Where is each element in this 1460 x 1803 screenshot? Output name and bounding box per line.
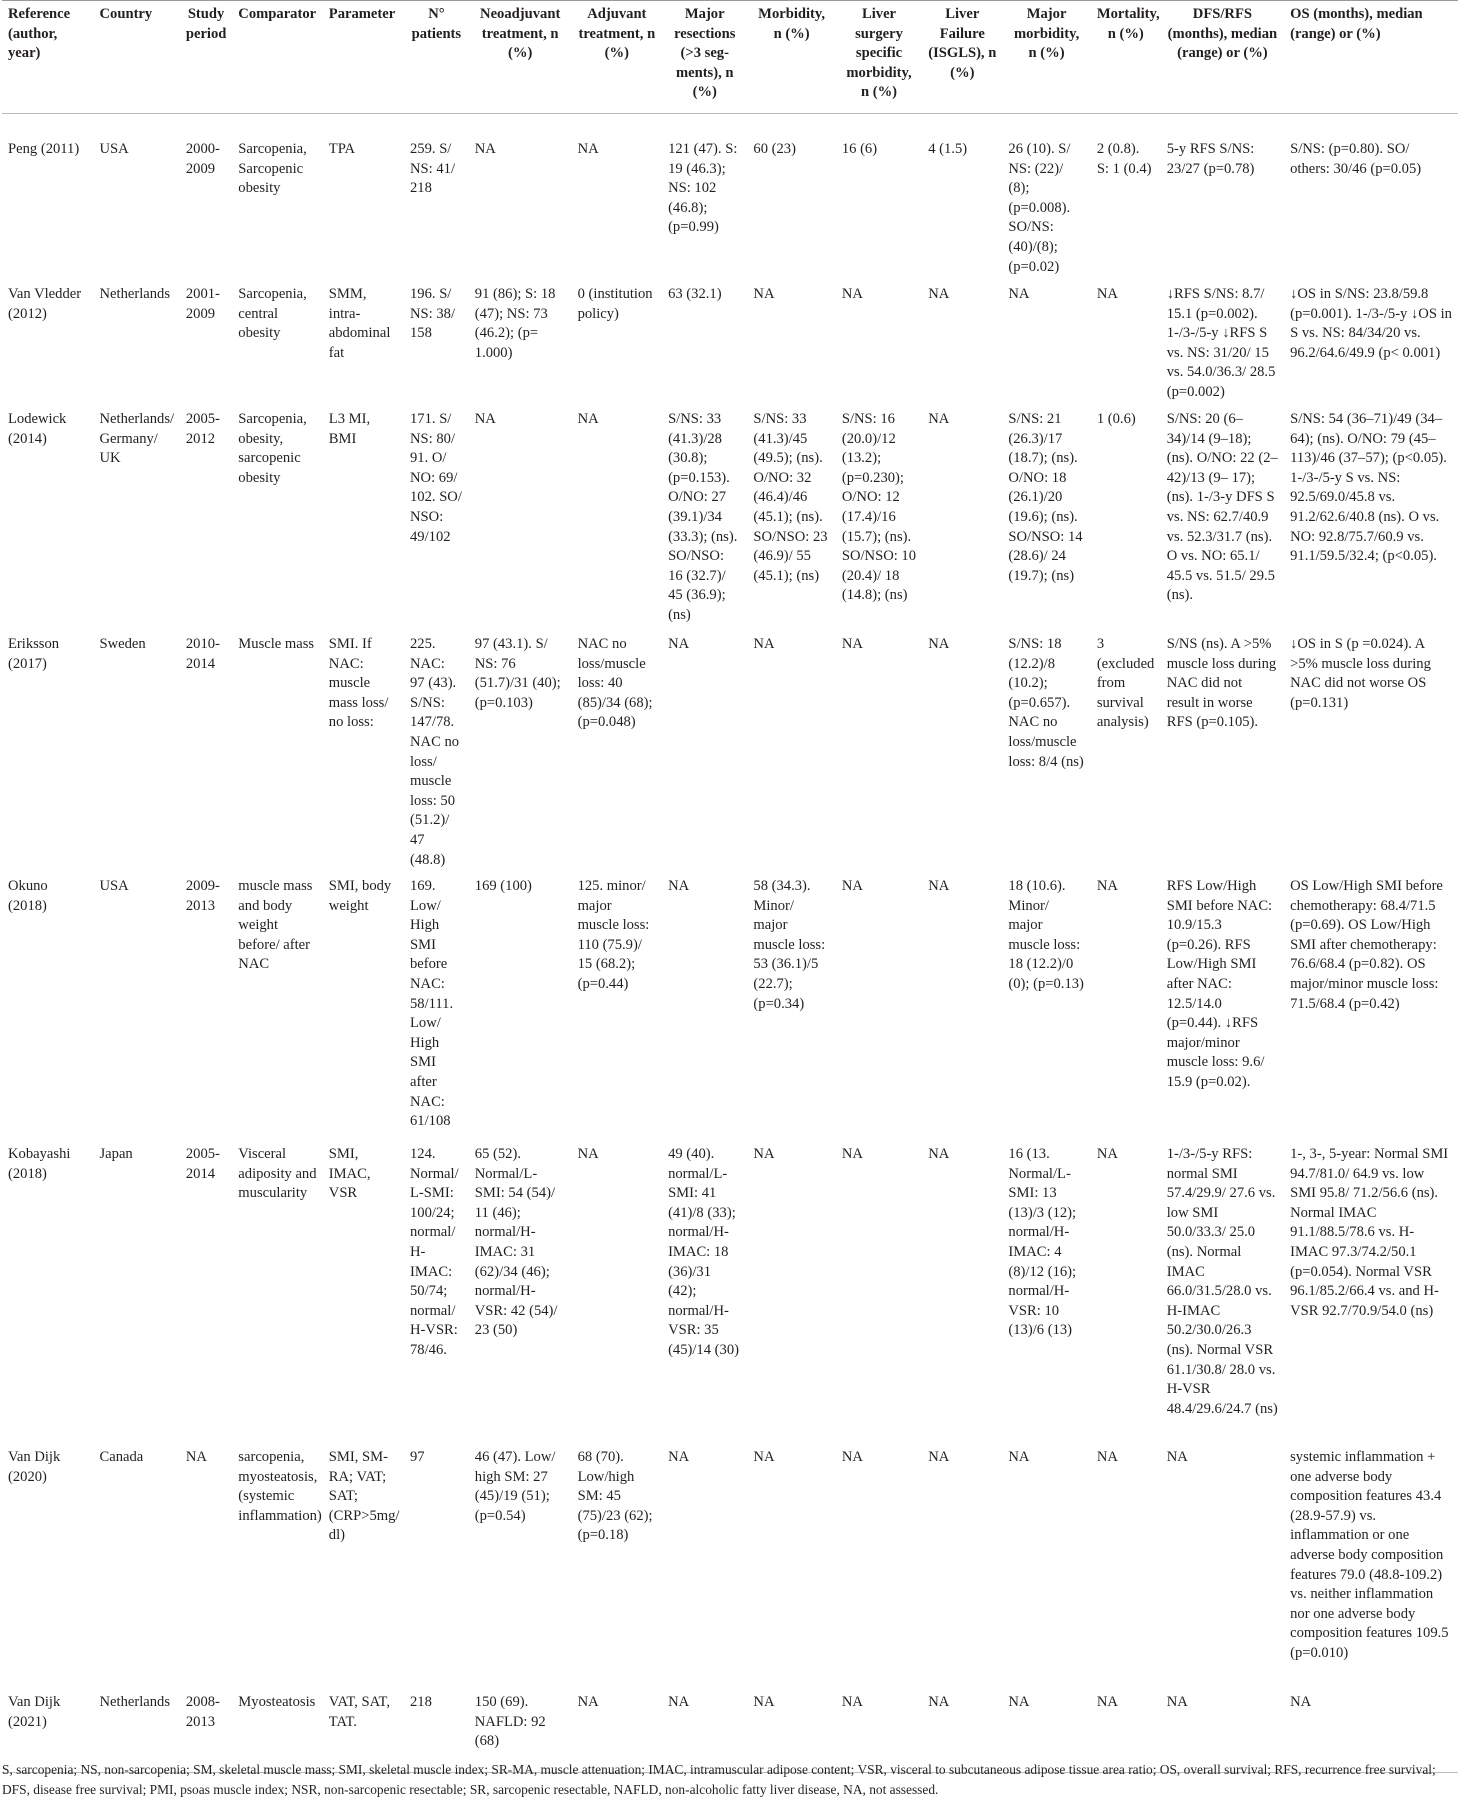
table-cell: Lodewick (2014) [8, 411, 67, 447]
table-cell: 169. Low/ High SMI before NAC: 58/111. Low/ High SMI after NAC: 61/108 [410, 878, 454, 1130]
table-cell: NA [928, 878, 950, 894]
table-cell: muscle mass and body weight before/ after NAC [238, 878, 313, 973]
table-cell: TPA [328, 141, 356, 157]
table-cell: NA [1096, 878, 1118, 894]
table-cell: NA [577, 411, 599, 427]
column-header: Comparator [232, 1, 322, 114]
column-header: Country [94, 1, 180, 114]
column-header: Mortality, n (%) [1091, 1, 1161, 114]
table-cell: Canada [99, 1449, 144, 1465]
column-header: N° patients [404, 1, 469, 114]
table-cell: Eriksson (2017) [8, 636, 60, 672]
table-cell: Netherlands [99, 286, 171, 302]
table-cell: NA [1284, 1693, 1458, 1773]
table-cell: Okuno (2018) [8, 878, 48, 914]
column-header: DFS/RFS (months), median (range) or (%) [1161, 1, 1284, 114]
table-cell: SMM, intra-abdominal fat [328, 286, 391, 361]
table-cell: NA [753, 1146, 775, 1162]
table-cell: NA [753, 1449, 775, 1465]
table-cell: Netherlands/ Germany/ UK [99, 411, 175, 467]
table-cell: SMI, body weight [328, 878, 392, 914]
table-cell: 2005-2012 [185, 411, 220, 447]
table-cell: 150 (69). NAFLD: 92 (68) [469, 1693, 572, 1773]
column-header: Morbidity, n (%) [747, 1, 835, 114]
table-cell: Van Dijk (2021) [2, 1693, 94, 1773]
table-cell: 2 (0.8). S: 1 (0.4) [1096, 141, 1152, 177]
table-cell: NA [577, 141, 599, 157]
table-cell: NA [1008, 286, 1030, 302]
table-cell: Peng (2011) [8, 141, 80, 157]
table-cell: NA [1096, 1449, 1118, 1465]
table-cell: 124. Normal/ L-SMI: 100/24; normal/ H-IMAC: 50/74; normal/ H-VSR: 78/46. [410, 1146, 459, 1358]
table-cell: Sweden [99, 636, 146, 652]
table-cell: NA [747, 1693, 835, 1773]
table-cell: ↓OS in S/NS: 23.8/59.8 (p=0.001). 1-/3-/5-y ↓OS in S vs. NS: 84/34/20 vs. 96.2/64.6/49.9 (p< 0.001) [1290, 286, 1452, 361]
table-cell: Sarcopenia, obesity, sarcopenic obesity [238, 411, 307, 486]
table-cell: 171. S/ NS: 80/ 91. O/ NO: 69/ 102. SO/ NSO: 49/102 [410, 411, 462, 545]
column-header: Study period [180, 1, 232, 114]
table-cell: 58 (34.3). Minor/ major muscle loss: 53 (36.1)/5 (22.7); (p=0.34) [753, 878, 826, 1012]
table-row [2, 410, 1458, 635]
table-cell: OS Low/High SMI before chemotherapy: 68.4/71.5 (p=0.69). OS Low/High SMI after chemotherapy: 76.6/68.4 (p=0.82). OS major/minor muscle loss: 71.5/68.4 (p=0.42) [1290, 878, 1443, 1012]
table-cell: 1-/3-/5-y RFS: normal SMI 57.4/29.9/ 27.6 vs. low SMI 50.0/33.3/ 25.0 (ns). Normal IMAC 66.0/31.5/28.0 vs. H-IMAC 50.2/30.0/26.3 (ns). Normal VSR 61.1/30.8/ 28.0 vs. H-VSR 48.4/29.6/24.7 (ns) [1166, 1146, 1278, 1417]
table-cell: NA [1096, 286, 1118, 302]
table-cell: 2005-2014 [185, 1146, 220, 1182]
table-cell: 2001-2009 [185, 286, 220, 322]
table-cell: 259. S/ NS: 41/ 218 [410, 141, 456, 197]
table-cell: NA [841, 878, 863, 894]
table-cell: 63 (32.1) [668, 286, 722, 302]
table-row [2, 877, 1458, 1145]
table-cell: NA [572, 1693, 662, 1773]
table-cell: 3 (excluded from survival analysis) [1096, 636, 1155, 731]
table-cell: NA [1008, 1449, 1030, 1465]
table-cell: S/NS: 33 (41.3)/28 (30.8); (p=0.153). O/NO: 27 (39.1)/34 (33.3); (ns). SO/NSO: 16 (32.7)/ 45 (36.9); (ns) [668, 411, 738, 623]
table-cell: Kobayashi (2018) [8, 1146, 71, 1182]
table-cell: NA [841, 1449, 863, 1465]
table-row [2, 1448, 1458, 1693]
table-cell: 16 (13. Normal/L-SMI: 13 (13)/3 (12); normal/H-IMAC: 4 (8)/12 (16); normal/H-VSR: 10 (13)/6 (13) [1008, 1146, 1077, 1339]
table-cell: 125. minor/ major muscle loss: 110 (75.9)/ 15 (68.2); (p=0.44) [577, 878, 650, 992]
table-cell: 121 (47). S: 19 (46.3); NS: 102 (46.8); (p=0.99) [668, 141, 738, 236]
table-cell: 2008-2013 [180, 1693, 232, 1773]
table-cell: NA [1166, 1449, 1188, 1465]
table-cell: Van Vledder (2012) [8, 286, 82, 322]
table-cell: NA [836, 1693, 922, 1773]
table-cell: systemic inflammation + one adverse body composition features 43.4 (28.9-57.9) vs. inflammation or one adverse body composition features 79.0 (48.8-109.2) vs. neither inflammation nor one adverse body composition features 109.5 (p=0.010) [1290, 1449, 1449, 1661]
table-cell: 91 (86); S: 18 (47); NS: 73 (46.2); (p= 1.000) [474, 286, 556, 361]
table-cell: NA [668, 1449, 690, 1465]
table-cell: NA [928, 636, 950, 652]
table-cell: NA [841, 286, 863, 302]
table-cell: Myosteatosis [232, 1693, 322, 1773]
table-row [2, 114, 1458, 286]
table-cell: S/NS: 54 (36–71)/49 (34– 64); (ns). O/NO: 79 (45– 113)/46 (37–57); (p<0.05). 1-/3-/5-y S vs. NS: 92.5/69.0/45.8 vs. 91.2/62.6/40.8 (ns). O vs. NO: 92.8/75.7/60.9 vs. 91.1/59.5/32.4; (p<0.05). [1290, 411, 1447, 565]
table-footnote: S, sarcopenia; NS, non-sarcopenia; SM, skeletal muscle mass; SMI, skeletal muscle index; SR-MA, muscle attenuation; IMAC, intramuscular adipose content; VSR, visceral to subcutaneous adipose tissue area ratio; OS, overall survival; RFS, recurrence free survival; DFS, disease free survival; PMI, psoas muscle index; NSR, non-sarcopenic resectable; SR, sarcopenic resectable, NAFLD, non-alcoholic fatty liver disease, NA, not assessed. [2, 1762, 1436, 1797]
table-cell: 0 (institution policy) [577, 286, 653, 322]
table-cell: ↓RFS S/NS: 8.7/ 15.1 (p=0.002). 1-/3-/5-y ↓RFS S vs. NS: 31/20/ 15 vs. 54.0/36.3/ 28.5 (p=0.002) [1166, 286, 1276, 400]
table-cell: NA [753, 636, 775, 652]
table-cell: NA [928, 1449, 950, 1465]
table-cell: 2009-2013 [185, 878, 220, 914]
table-cell: NA [668, 636, 690, 652]
table-cell: NA [662, 1693, 747, 1773]
table-cell: 97 (43.1). S/ NS: 76 (51.7)/31 (40); (p=0.103) [474, 636, 561, 711]
column-header: Major morbidity, n (%) [1002, 1, 1090, 114]
table-cell: 5-y RFS S/NS: 23/27 (p=0.78) [1166, 141, 1255, 177]
table-cell: Japan [99, 1146, 133, 1162]
column-header: Parameter [323, 1, 404, 114]
table-cell: 1-, 3-, 5-year: Normal SMI 94.7/81.0/ 64.9 vs. low SMI 95.8/ 71.2/56.6 (ns). Normal IMAC 91.1/88.5/78.6 vs. H-IMAC 97.3/74.2/50.1 (p=0.054). Normal VSR 96.1/85.2/66.4 vs. and H-VSR 92.7/70.9/54.0 (ns) [1290, 1146, 1449, 1319]
table-cell: S/NS: 21 (26.3)/17 (18.7); (ns). O/NO: 18 (26.1)/20 (19.6); (ns). SO/NSO: 14 (28.6)/ 24 (19.7); (ns) [1008, 411, 1083, 584]
table-cell: 225. NAC: 97 (43). S/NS: 147/78. NAC no loss/ muscle loss: 50 (51.2)/ 47 (48.8) [410, 636, 460, 868]
table-cell: 65 (52). Normal/L-SMI: 54 (54)/ 11 (46); normal/H-IMAC: 31 (62)/34 (46); normal/H-VSR: 42 (54)/ 23 (50) [474, 1146, 558, 1339]
table-cell: Muscle mass [238, 636, 315, 652]
column-header: Liver Failure (ISGLS), n (%) [922, 1, 1002, 114]
table-cell: USA [99, 141, 129, 157]
table-cell: Netherlands [94, 1693, 180, 1773]
table-cell: NA [577, 1146, 599, 1162]
table-cell: 2010-2014 [185, 636, 220, 672]
table-cell: 46 (47). Low/ high SM: 27 (45)/19 (51); (p=0.54) [474, 1449, 556, 1524]
table-cell: SMI. If NAC: muscle mass loss/ no loss: [328, 636, 389, 731]
table-cell: NA [841, 636, 863, 652]
column-header: Major resections (>3 seg-ments), n (%) [662, 1, 747, 114]
table-cell: Sarcopenia, central obesity [238, 286, 307, 342]
table-cell: Van Dijk (2020) [8, 1449, 61, 1485]
table-cell: Visceral adiposity and muscularity [238, 1146, 317, 1202]
table-cell: 68 (70). Low/high SM: 45 (75)/23 (62); (p=0.18) [577, 1449, 653, 1544]
table-cell: NA [928, 411, 950, 427]
table-cell: SMI, IMAC, VSR [328, 1146, 371, 1202]
table-cell: 60 (23) [753, 141, 796, 157]
table-cell: NAC no loss/muscle loss: 40 (85)/34 (68); (p=0.048) [577, 636, 653, 731]
table-cell: NA [474, 411, 496, 427]
table-cell: Sarcopenia, Sarcopenic obesity [238, 141, 307, 197]
table-row [2, 1145, 1458, 1448]
table-cell: SMI, SM-RA; VAT; SAT; (CRP>5mg/ dl) [328, 1449, 400, 1544]
table-cell: S/NS: (p=0.80). SO/ others: 30/46 (p=0.05) [1290, 141, 1422, 177]
table-cell: NA [1091, 1693, 1161, 1773]
table-cell: NA [753, 286, 775, 302]
table-cell: 16 (6) [841, 141, 878, 157]
table-cell: S/NS: 18 (12.2)/8 (10.2); (p=0.657). NAC no loss/muscle loss: 8/4 (ns) [1008, 636, 1084, 770]
table-cell: 169 (100) [474, 878, 532, 894]
column-header: Neoadjuvant treatment, n (%) [469, 1, 572, 114]
column-header: Adjuvant treatment, n (%) [572, 1, 662, 114]
table-row [2, 635, 1458, 877]
table-cell: NA [928, 1146, 950, 1162]
table-cell: 26 (10). S/ NS: (22)/ (8); (p=0.008). SO/NS: (40)/(8); (p=0.02) [1008, 141, 1071, 275]
table-cell: S/NS (ns). A >5% muscle loss during NAC did not result in worse RFS (p=0.105). [1166, 636, 1277, 731]
results-table [2, 0, 1458, 1773]
table-cell: ↓OS in S (p =0.024). A >5% muscle loss during NAC did not worse OS (p=0.131) [1290, 636, 1431, 711]
table-cell: 18 (10.6). Minor/ major muscle loss: 18 (12.2)/0 (0); (p=0.13) [1008, 878, 1084, 992]
table-cell: 1 (0.6) [1096, 411, 1136, 427]
header-row [2, 1, 1458, 114]
table-cell: NA [185, 1449, 207, 1465]
table-cell: NA [1002, 1693, 1090, 1773]
table-cell: S/NS: 20 (6– 34)/14 (9–18); (ns). O/NO: 22 (2–42)/13 (9– 17); (ns). 1-/3-y DFS S vs. NS: 62.7/40.9 vs. 52.3/31.7 (ns). O vs. NO: 65.1/ 45.5 vs. 51.5/ 29.5 (ns). [1166, 411, 1278, 604]
table-cell: sarcopenia, myosteatosis, (systemic inflammation) [238, 1449, 322, 1524]
table-cell: NA [1096, 1146, 1118, 1162]
table-cell: RFS Low/High SMI before NAC: 10.9/15.3 (p=0.26). RFS Low/High SMI after NAC: 12.5/14.0 (p=0.44). ↓RFS major/minor muscle loss: 9.6/ 15.9 (p=0.02). [1166, 878, 1273, 1090]
table-cell: 2000-2009 [185, 141, 220, 177]
table-cell: 196. S/ NS: 38/ 158 [410, 286, 456, 342]
table-cell: NA [928, 286, 950, 302]
table-cell: S/NS: 33 (41.3)/45 (49.5); (ns). O/NO: 32 (46.4)/46 (45.1); (ns). SO/NSO: 23 (46.9)/ 55 (45.1); (ns) [753, 411, 828, 584]
table-cell: USA [99, 878, 129, 894]
table-cell: NA [474, 141, 496, 157]
table-row [2, 285, 1458, 410]
table-cell: NA [841, 1146, 863, 1162]
table-cell: L3 MI, BMI [328, 411, 371, 447]
table-cell: S/NS: 16 (20.0)/12 (13.2); (p=0.230); O/NO: 12 (17.4)/16 (15.7); (ns). SO/NSO: 10 (20.4)/ 18 (14.8); (ns) [841, 411, 917, 604]
table-cell: NA [1161, 1693, 1284, 1773]
column-header: OS (months), median (range) or (%) [1284, 1, 1458, 114]
column-header: Reference (author, year) [2, 1, 94, 114]
table-cell: 4 (1.5) [928, 141, 968, 157]
table-cell: 97 [410, 1449, 425, 1465]
table-cell: VAT, SAT, TAT. [323, 1693, 404, 1773]
table-cell: 218 [404, 1693, 469, 1773]
table-cell: 49 (40). normal/L-SMI: 41 (41)/8 (33); normal/H-IMAC: 18 (36)/31 (42); normal/H-VSR: 35 (45)/14 (30) [668, 1146, 739, 1358]
table-cell: NA [922, 1693, 1002, 1773]
table-body [2, 114, 1458, 1773]
column-header: Liver surgery specific morbidity, n (%) [836, 1, 922, 114]
table-cell: NA [668, 878, 690, 894]
